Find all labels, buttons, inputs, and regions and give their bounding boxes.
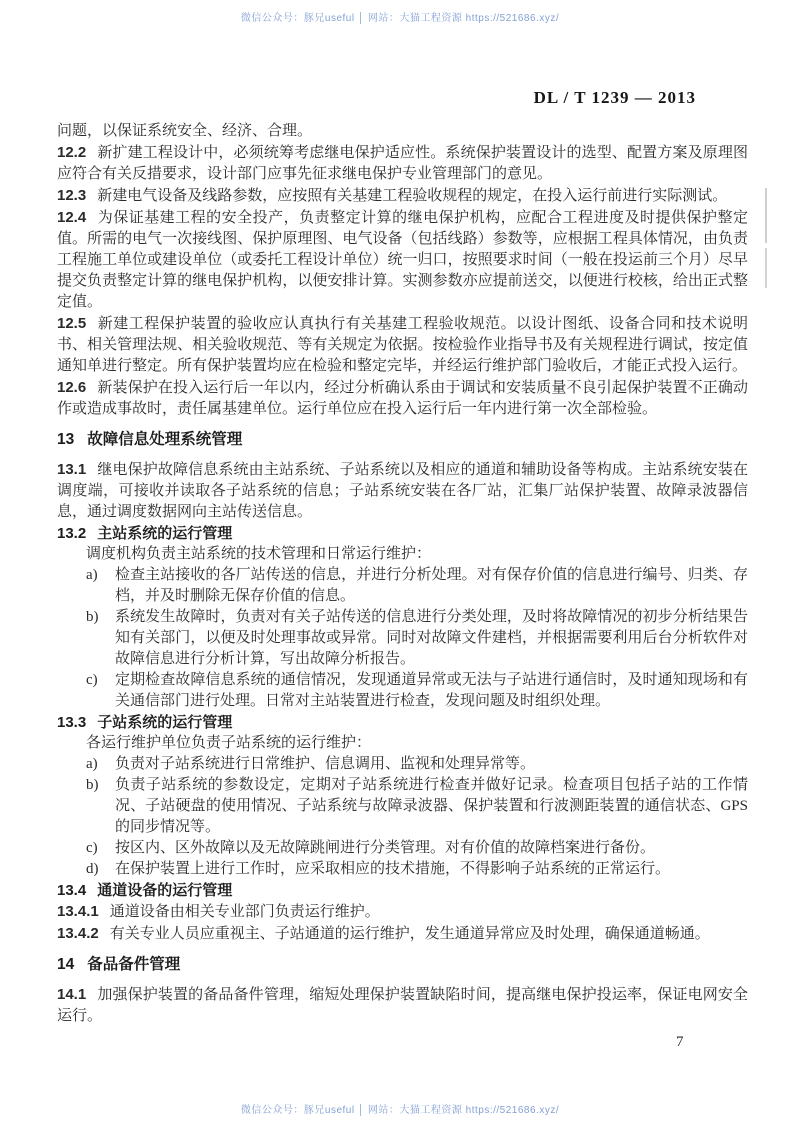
clause-title: 主站系统的运行管理 xyxy=(97,525,233,542)
clause-title: 通道设备的运行管理 xyxy=(97,882,233,899)
list-marker: a) xyxy=(86,756,98,772)
clause-text: 新建工程保护装置的验收应认真执行有关基建工程验收规范。以设计图纸、设备合同和技术说明书、相关管理法规、相关验收规范、等有关规定为依据。按检验作业指导书及有关规程进行调试，按定值通知单进行整定。所有保护装置均应在检验和整定完毕，并经运行维护部门验收后，才能正式投入运行。 xyxy=(57,316,748,374)
clause-13-1 xyxy=(57,459,748,523)
clause-number: 12.5 xyxy=(57,315,87,332)
paragraph-continuation: 问题，以保证系统安全、经济、合理。 xyxy=(57,123,313,139)
clause-text: 为保证基建工程的安全投产，负责整定计算的继电保护机构，应配合工程进度及时提供保护整定值。所需的电气一次接线图、保护原理图、电气设备（包括线路）参数等，应根据工程具体情况，由负责工程施工单位或建设单位（或委托工程设计单位）统一归口，按照要求时间（一般在投运前三个月）尽早提交负责整定计算的继电保护机构，以便安排计算。实测参数亦应提前送交，以便进行校核，给出正式整定值。 xyxy=(57,210,748,310)
list-item-b xyxy=(57,607,748,670)
section-heading-13 xyxy=(57,429,748,450)
list-item-d xyxy=(57,859,748,880)
clause-12-4 xyxy=(57,207,748,313)
section-heading-14 xyxy=(57,954,748,975)
list-marker: c) xyxy=(86,672,98,688)
clause-number: 13.4.2 xyxy=(57,925,99,942)
clause-13-4-2 xyxy=(57,923,748,945)
scan-artifact-line xyxy=(765,188,767,243)
clause-text: 加强保护装置的备品备件管理，缩短处理保护装置缺陷时间，提高继电保护投运率，保证电网安全运行。 xyxy=(57,987,748,1024)
clause-number: 14.1 xyxy=(57,986,87,1003)
clause-text: 新扩建工程设计中，必须统筹考虑继电保护适应性。系统保护装置设计的选型、配置方案及原理图应符合有关反措要求，设计部门应事先征求继电保护专业管理部门的意见。 xyxy=(57,145,748,182)
list-marker: b) xyxy=(86,609,99,625)
page-number: 7 xyxy=(676,1034,684,1050)
section-number: 13 xyxy=(57,431,75,448)
clause-text: 新装保护在投入运行后一年以内，经过分析确认系由于调试和安装质量不良引起保护装置不正确动作或造成事故时，责任属基建单位。运行单位应在投入运行后一年内进行第一次全部检验。 xyxy=(57,380,748,417)
standard-number: DL / T 1239 — 2013 xyxy=(533,88,696,107)
clause-text: 通道设备由相关专业部门负责运行维护。 xyxy=(109,904,380,920)
list-item-a xyxy=(57,754,748,775)
clause-text: 有关专业人员应重视主、子站通道的运行维护，发生通道异常应及时处理，确保通道畅通。 xyxy=(109,926,710,942)
clause-number: 12.3 xyxy=(57,187,87,204)
section-title: 故障信息处理系统管理 xyxy=(87,431,243,448)
list-marker: c) xyxy=(86,840,98,856)
lead-in-paragraph: 各运行维护单位负责子站系统的运行维护： xyxy=(86,735,372,751)
scan-artifact-line xyxy=(765,248,767,288)
lead-in-paragraph: 调度机构负责主站系统的技术管理和日常运行维护： xyxy=(86,546,432,562)
section-number: 14 xyxy=(57,956,75,973)
list-text: 负责子站系统的参数设定，定期对子站系统进行检查并做好记录。检查项目包括子站的工作情况、子站硬盘的使用情况、子站系统与故障录波器、保护装置和行波测距装置的通信状态、GPS 的同步情况等。 xyxy=(115,777,748,835)
section-title: 备品备件管理 xyxy=(87,956,181,973)
list-item-c xyxy=(57,670,748,712)
clause-heading-13-2 xyxy=(57,523,748,544)
watermark-bottom: 微信公众号：豚兄useful │ 网站：大猫工程资源 https://521686.xyz/ xyxy=(240,1105,560,1116)
clause-number: 12.2 xyxy=(57,144,87,161)
clause-text: 继电保护故障信息系统由主站系统、子站系统以及相应的通道和辅助设备等构成。主站系统安装在调度端，可接收并读取各子站系统的信息；子站系统安装在各厂站，汇集厂站保护装置、故障录波器信息，通过调度数据网向主站传送信息。 xyxy=(57,462,748,520)
list-marker: b) xyxy=(86,777,99,793)
list-item-b xyxy=(57,775,748,838)
clause-12-2 xyxy=(57,142,748,185)
clause-text: 新建电气设备及线路参数，应按照有关基建工程验收规程的规定，在投入运行前进行实际测试。 xyxy=(97,188,728,204)
list-marker: d) xyxy=(86,861,99,877)
clause-number: 12.4 xyxy=(57,209,87,226)
list-text: 在保护装置上进行工作时，应采取相应的技术措施，不得影响子站系统的正常运行。 xyxy=(115,861,671,877)
clause-12-5 xyxy=(57,313,748,377)
clause-number: 12.6 xyxy=(57,379,87,396)
clause-12-6 xyxy=(57,377,748,420)
list-item-c xyxy=(57,838,748,859)
clause-number: 13.3 xyxy=(57,714,87,731)
list-text: 定期检查故障信息系统的通信情况，发现通道异常或无法与子站进行通信时，及时通知现场和有关通信部门进行处理。日常对主站装置进行检查，发现问题及时组织处理。 xyxy=(115,672,748,709)
clause-heading-13-3 xyxy=(57,712,748,733)
clause-number: 13.4 xyxy=(57,882,87,899)
list-text: 检查主站接收的各厂站传送的信息，并进行分析处理。对有保存价值的信息进行编号、归类、存档，并及时删除无保存价值的信息。 xyxy=(115,567,748,604)
list-marker: a) xyxy=(86,567,98,583)
clause-number: 13.4.1 xyxy=(57,903,99,920)
document-body xyxy=(57,121,748,1027)
clause-12-3 xyxy=(57,185,748,207)
clause-title: 子站系统的运行管理 xyxy=(97,714,233,731)
clause-number: 13.1 xyxy=(57,461,87,478)
clause-number: 13.2 xyxy=(57,525,87,542)
clause-14-1 xyxy=(57,984,748,1027)
list-text: 负责对子站系统进行日常维护、信息调用、监视和处理异常等。 xyxy=(115,756,536,772)
list-text: 系统发生故障时，负责对有关子站传送的信息进行分类处理，及时将故障情况的初步分析结果告知有关部门，以便及时处理事故或异常。同时对故障文件建档，并根据需要利用后台分析软件对故障信息进行分析计算，写出故障分析报告。 xyxy=(115,609,748,667)
list-item-a xyxy=(57,565,748,607)
clause-13-4-1 xyxy=(57,901,748,923)
watermark-top: 微信公众号：豚兄useful │ 网站：大猫工程资源 https://521686.xyz/ xyxy=(240,13,560,24)
clause-heading-13-4 xyxy=(57,880,748,901)
list-text: 按区内、区外故障以及无故障跳闸进行分类管理。对有价值的故障档案进行备份。 xyxy=(115,840,656,856)
